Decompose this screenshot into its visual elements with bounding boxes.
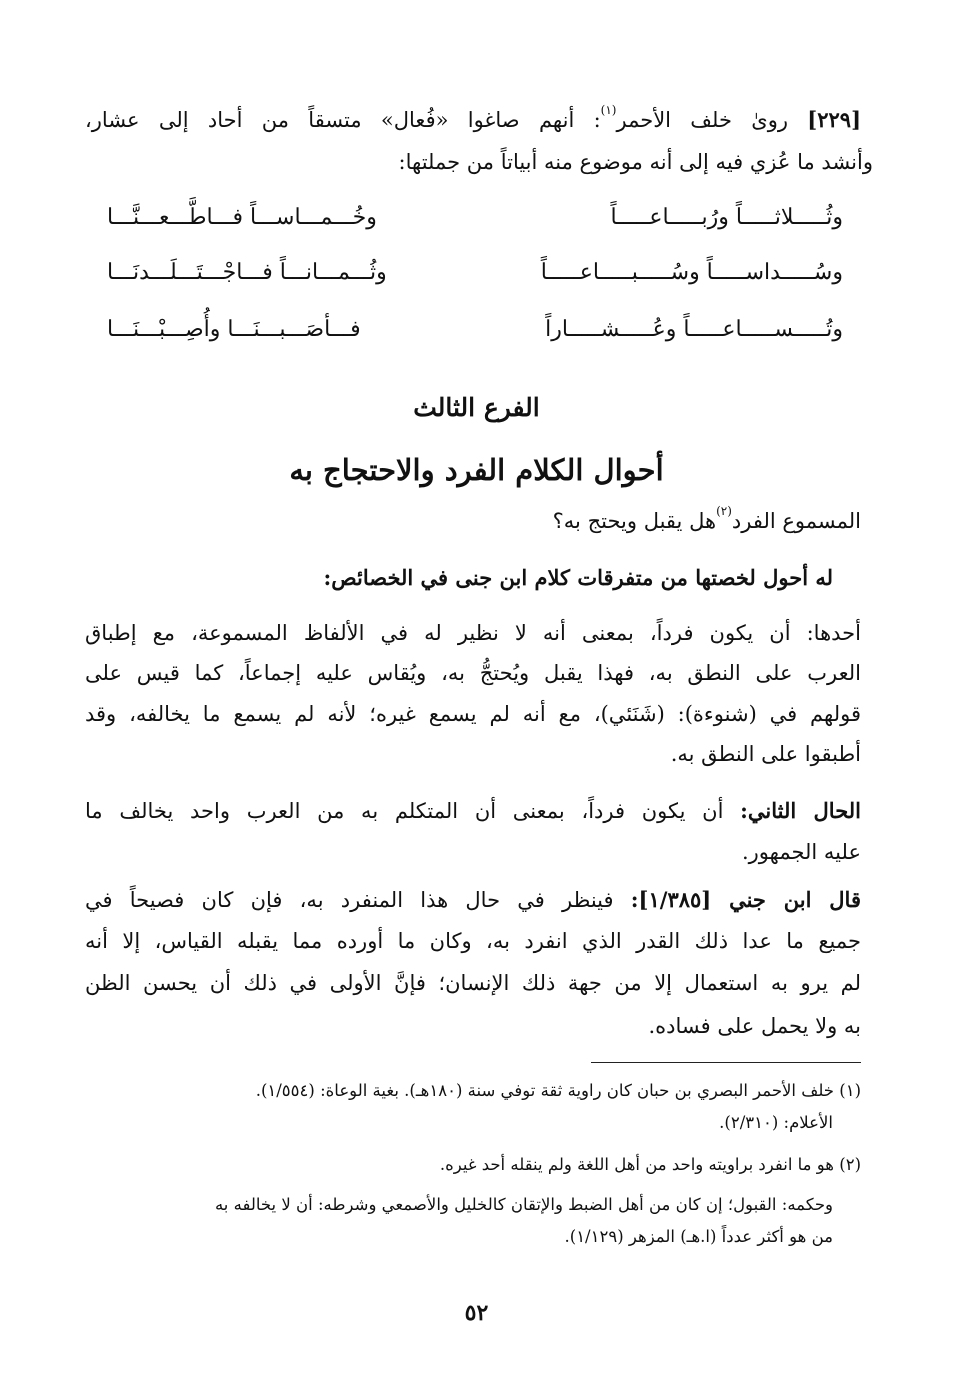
text-run: المسموع الفرد xyxy=(731,509,861,533)
verse-2 xyxy=(107,253,843,293)
text-run: رویٰ خلف الأحمر xyxy=(616,108,808,132)
text-run: أن يكون فرداً، بمعنى أن المتكلم به من العرب واحد يخالف ما xyxy=(85,799,741,823)
section-title: أحوال الكلام الفرد والاحتجاج به xyxy=(289,453,664,487)
footnote-2-line-1: (٢) هو ما انفرد براويته واحد من أهل اللغة ولم ينقله أحد غيره. xyxy=(439,1155,861,1174)
question-line xyxy=(85,505,861,537)
text-run: فينظر في حال هذا المنفرد به، فإن كان فصيحاً في xyxy=(85,888,631,912)
second-state-line-1 xyxy=(85,795,861,827)
text-run: : أنهم صاغوا «فُعال» متسقاً من أحاد إلى عشار، xyxy=(85,108,601,132)
verse-1-second-hemistich: وخُـــمـــاســـاً فـــاطَّـــعـــنَّـــا xyxy=(107,205,377,230)
paragraph-number: [٢٢٩] xyxy=(807,107,861,132)
quote-line-3: لم يرو به استعمال إلا من جهة ذلك الإنسان؛ فإنَّ الأولى في ذلك أن يحسن الظن xyxy=(85,971,861,995)
footnote-divider xyxy=(591,1062,861,1063)
footnote-ref-2[interactable]: (٢) xyxy=(716,505,732,518)
verse-3 xyxy=(107,310,843,350)
verse-1-first-hemistich: وثُـــــلاثـــــاً ورُبـــــاعـــــاً xyxy=(610,205,843,230)
quote-line-1 xyxy=(85,884,861,916)
footnote-1-line-2: الأعلام: (٢/٣١٠). xyxy=(719,1113,833,1132)
verse-3-first-hemistich: وتُـــــســـــاعـــــاً وعُـــــشـــــاراً xyxy=(545,317,843,342)
first-state-line-4: أطبقوا على النطق به. xyxy=(670,742,861,766)
paragraph-229-line-1 xyxy=(85,104,861,136)
footnote-2-line-2: وحكمه: القبول؛ إن كان من أهل الضبط والإتقان كالخليل والأصمعي وشرطه: أن لا يخالفه به xyxy=(214,1195,833,1214)
footnote-1-line-1: (١) خلف الأحمر البصري بن حبان كان راوية ثقة توفي سنة (١٨٠هـ). بغية الوعاة: (١/٥٥٤). xyxy=(255,1081,861,1100)
second-state-line-2: عليه الجمهور. xyxy=(741,840,861,864)
second-state-label: الحال الثاني: xyxy=(740,798,861,823)
section-heading: الفرع الثالث xyxy=(413,393,540,422)
footnote-2-line-3: من هو أكثر عدداً (ا.هـ) المزهر (١/١٢٩). xyxy=(564,1227,833,1246)
verse-1 xyxy=(107,198,843,238)
first-state-line-2: العرب على النطق به، فهذا يقبل ويُحتجُّ به، ويُقاس عليه إجماعاً، كما قيس على xyxy=(85,661,861,685)
verse-3-second-hemistich: فـــأصَـــبـــنَـــا وأُصِـــبْـــنَـــا xyxy=(107,317,361,342)
quote-line-2: جميع ما عدا ذلك القدر الذي انفرد به، وكان ما أورده مما يقبله القياس، إلا أنه xyxy=(85,929,861,953)
first-state-line-3: قولهم في (شنوءة): (شَنَئي)، مع أنه لم يسمع غيره؛ لأنه لم يسمع ما يخالفه، وقد xyxy=(85,702,861,726)
verse-2-first-hemistich: وسُـــــداســـــاً وسُـــــبـــــاعـــــاً xyxy=(540,260,843,285)
verse-2-second-hemistich: وثُـــمـــانـــاً فـــاجْـــتَـــلَـــدنَـــا xyxy=(107,260,387,285)
intro-bold-line: له أحول لخصتها من متفرقات كلام ابن جنى في الخصائص: xyxy=(323,565,833,590)
page-number: ٥٢ xyxy=(464,1300,489,1326)
quote-label: قال ابن جني [١/٣٨٥]: xyxy=(630,887,861,912)
paragraph-229-line-2: وأنشد ما عُزي فيه إلى أنه موضوع منه أبياتاً من جملتها: xyxy=(398,150,873,174)
footnote-ref-1[interactable]: (١) xyxy=(600,104,617,117)
text-run: هل يقبل ويحتج به؟ xyxy=(552,509,717,533)
quote-line-4: به ولا يحمل على فساده. xyxy=(648,1014,861,1038)
first-state-line-1: أحدها: أن يكون فرداً، بمعنى أنه لا نظير له في الألفاظ المسموعة، مع إطباق xyxy=(85,621,861,645)
